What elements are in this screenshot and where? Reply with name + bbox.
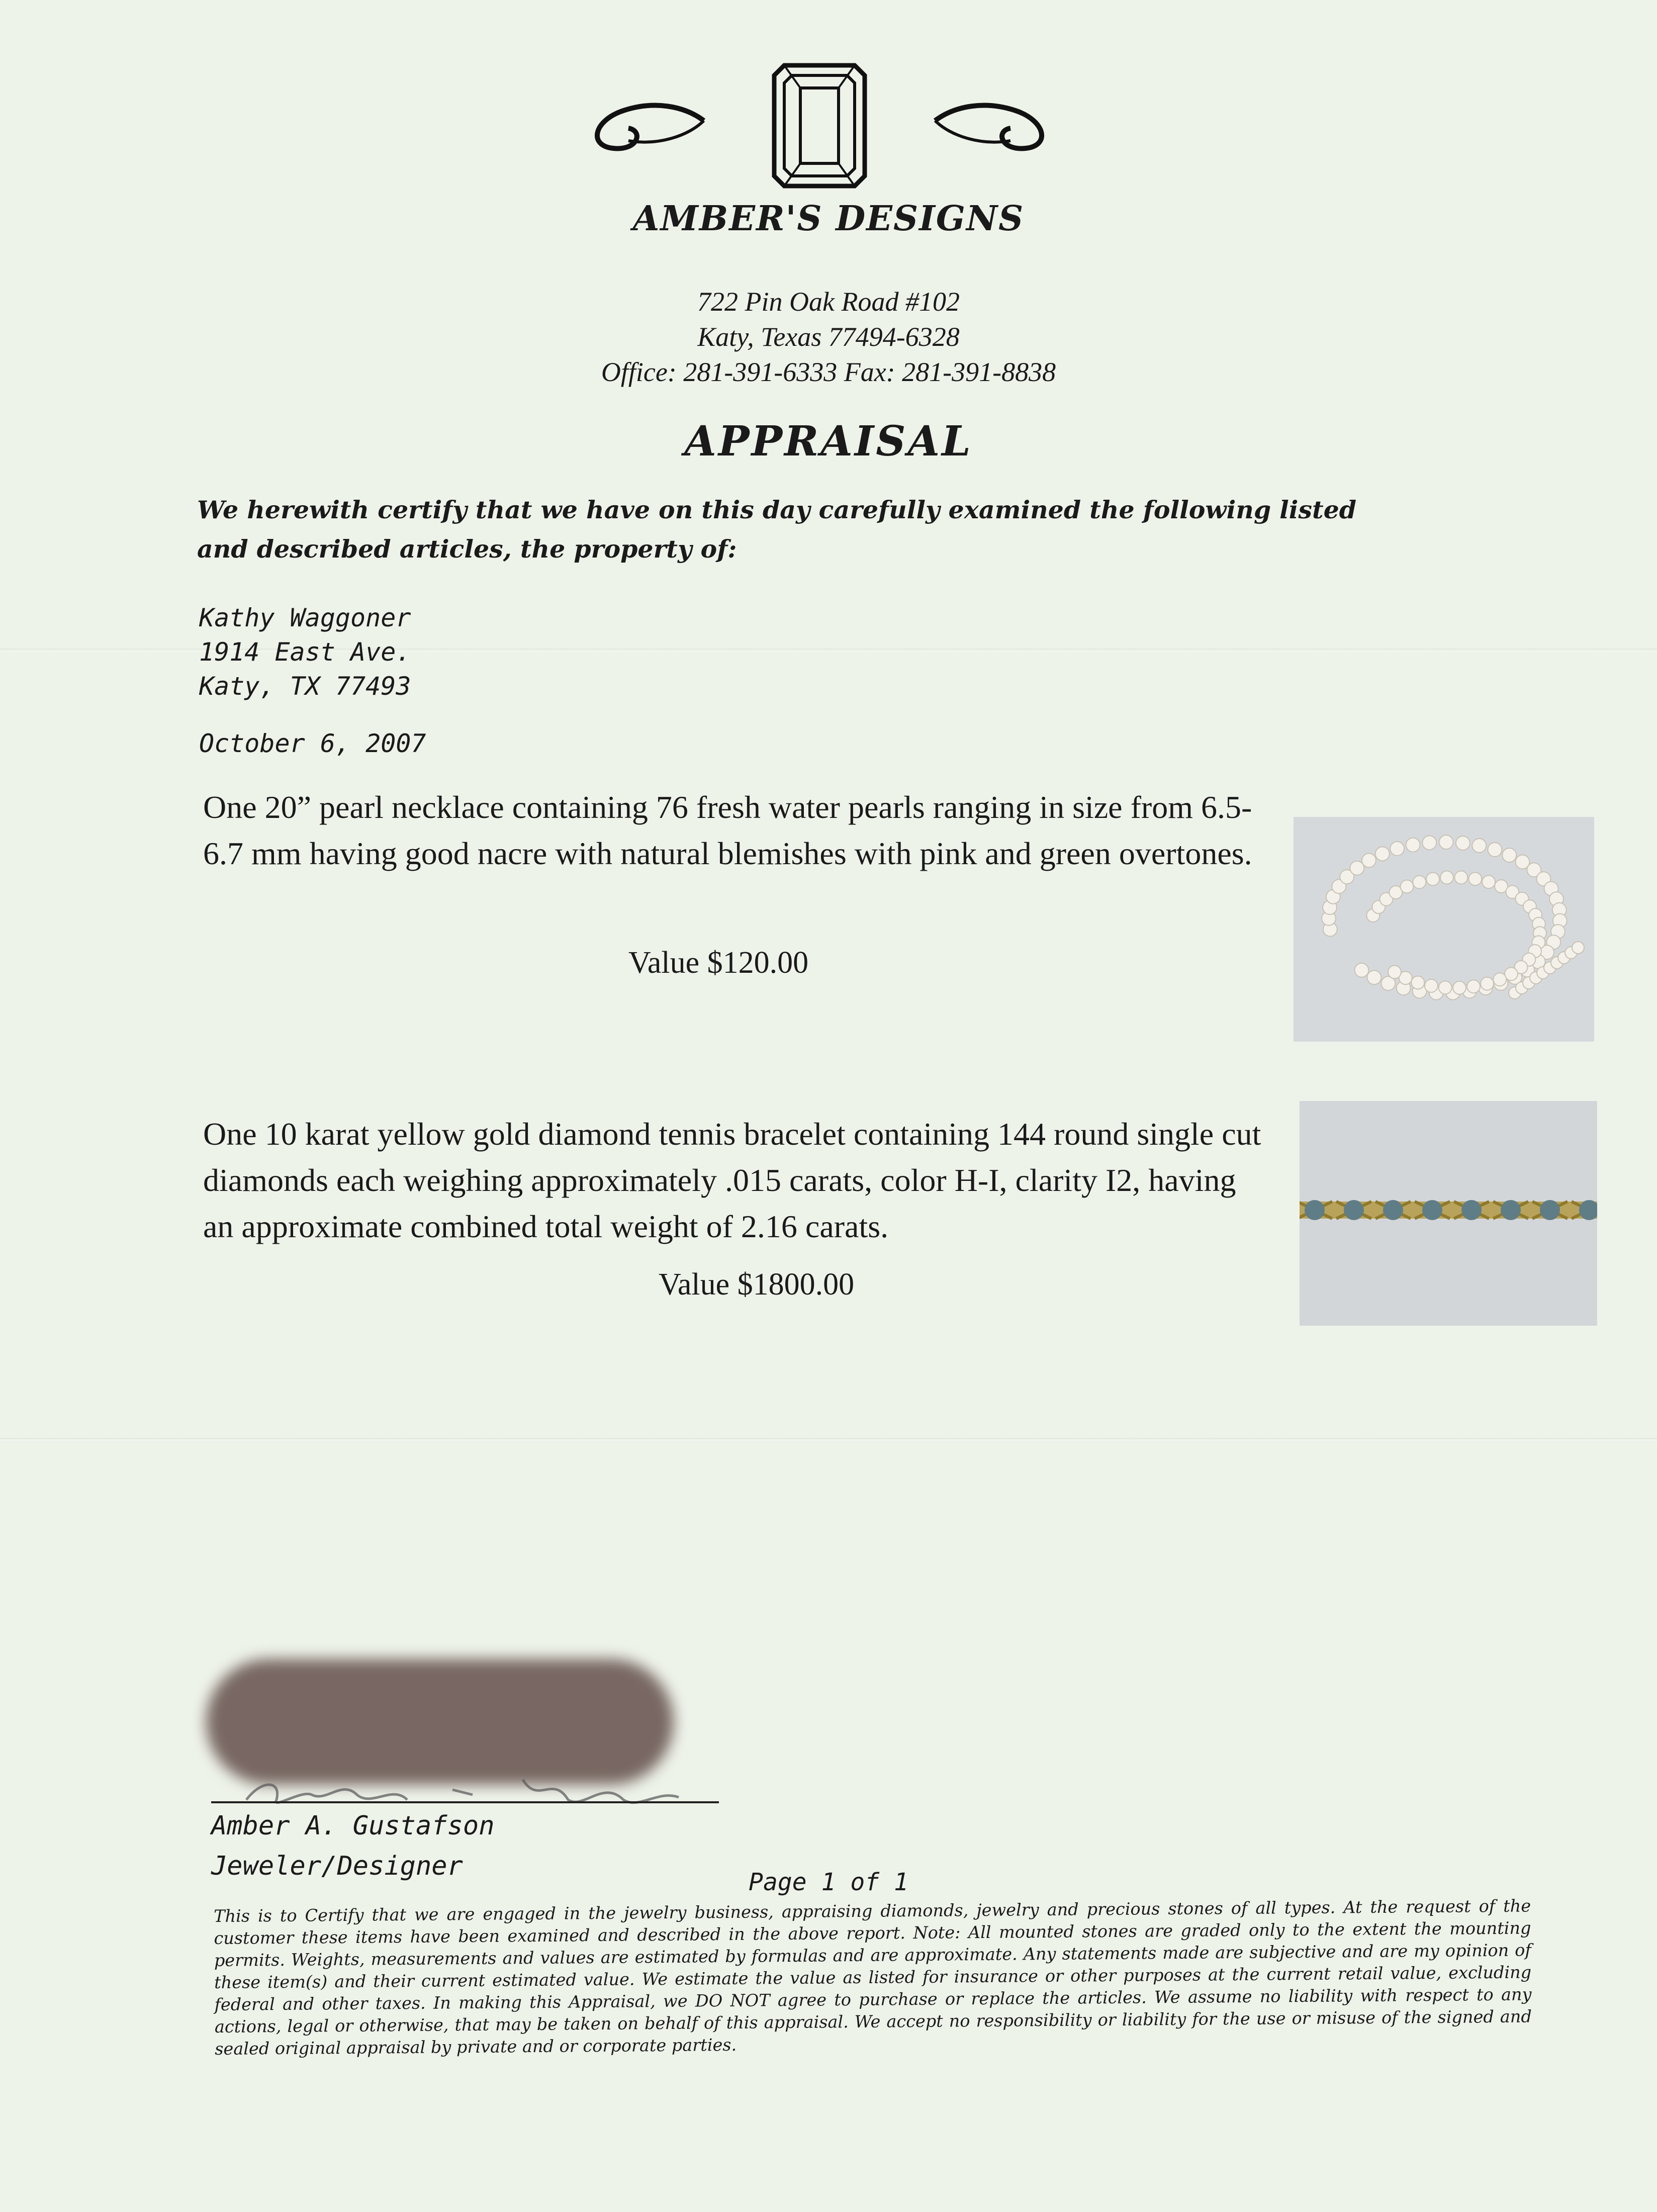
owner-street: 1914 East Ave. <box>199 637 411 667</box>
item-value: Value $120.00 <box>628 946 809 980</box>
item-description: One 20” pearl necklace containing 76 fresh water pearls ranging in size from 6.5-6.7 mm having good nacre with natural blemishes with pink and green overtones. <box>203 789 1252 871</box>
certification-statement: We herewith certify that we have on this day carefully examined the following listed and described articles, the property of: <box>197 495 1357 564</box>
pearl-necklace-photo <box>1294 817 1594 1042</box>
address-line-1: 722 Pin Oak Road #102 <box>697 287 960 317</box>
page-number: Page 1 of 1 <box>749 1868 908 1896</box>
item-value: Value $1800.00 <box>659 1267 855 1302</box>
item-description: One 10 karat yellow gold diamond tennis bracelet containing 144 round single cut diamonds each weighing approximately .015 carats, color H-I, clarity I2, having an approximate combined total weight of 2.16 carats. <box>203 1116 1261 1244</box>
owner-block <box>199 601 411 703</box>
emerald-cut-gem-icon <box>568 60 1071 191</box>
tennis-bracelet-photo <box>1300 1101 1597 1326</box>
signer-role: Jeweler/Designer <box>211 1851 463 1881</box>
signature-line <box>211 1801 719 1803</box>
legal-disclaimer: This is to Certify that we are engaged in the jewelry business, appraising diamonds, jewelry and precious stones of all types. At the request of the customer these items have been examined and described in the above report. Note: All mounted stones are graded only to the extent the mounting permits. Weights, measurements and values are estimated by formulas and are approximate. Any statements made are subjective and are my opinion of these item(s) and their current estimated value. We estimate the value as listed for insurance or other purposes at the current retail value, excluding federal and other taxes. In making this Appraisal, we DO NOT agree to purchase or replace the articles. We assume no liability with respect to any actions, legal or otherwise, that may be taken on behalf of this appraisal. We accept no responsibility or liability for the use or misuse of the signed and sealed original appraisal by private and or corporate parties. <box>214 1896 1532 2059</box>
brand-name: AMBER'S DESIGNS <box>632 199 1025 239</box>
document-title: APPRAISAL <box>684 417 973 466</box>
paper-fold-line <box>0 1438 1657 1441</box>
contact-line: Office: 281-391-6333 Fax: 281-391-8838 <box>601 357 1056 387</box>
signer-name: Amber A. Gustafson <box>211 1811 495 1841</box>
owner-name: Kathy Waggoner <box>199 603 411 632</box>
owner-city: Katy, TX 77493 <box>199 672 411 701</box>
address-line-2: Katy, Texas 77494-6328 <box>697 322 960 352</box>
appraisal-date: October 6, 2007 <box>199 729 426 758</box>
